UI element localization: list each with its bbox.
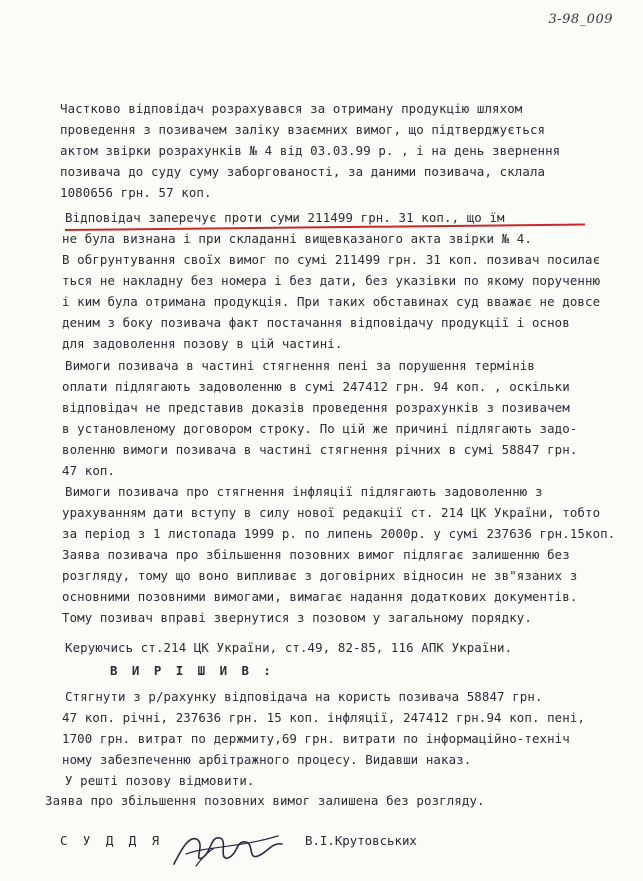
text-line: розгляду, тому що воно випливає з договірних відносин не зв"язаних з (62, 568, 578, 583)
text-line: оплати підлягають задоволенню в сумі 247412 грн. 94 коп. , оскільки (62, 379, 570, 394)
text-line: не була визнана і при складанні вищевказаного акта звірки № 4. (62, 231, 532, 246)
text-line: Частково відповідач розрахувався за отриману продукцію шляхом (60, 101, 523, 116)
text-line: ному забезпеченню арбітражного процесу. Видавши наказ. (62, 752, 472, 767)
text-line: Заява про збільшення позовних вимог залишена без розгляду. (45, 793, 485, 808)
text-line: 1700 грн. витрат по держмиту,69 грн. витрати по інформаційно-техніч (62, 731, 570, 746)
judge-name: В.І.Крутовських (305, 833, 417, 848)
text-line: Вимоги позивача в частині стягнення пені за порушення термінів (65, 358, 535, 373)
judge-title: С У Д Д Я (60, 833, 164, 848)
text-line: Вимоги позивача про стягнення інфляції підлягають задоволенню з (65, 484, 543, 499)
text-line: в установленому договором строку. По цій же причині підлягають задо- (62, 421, 578, 436)
text-line: Заява позивача про збільшення позовних вимог підлягає залишенню без (62, 547, 570, 562)
text-line: 47 коп. (62, 463, 116, 478)
document-id: 3-98_009 (548, 12, 613, 27)
text-line: і ким була отримана продукція. При таких обставинах суд вважає не довсе (62, 294, 601, 309)
text-line: позивача до суду суму заборгованості, за даними позивача, склала (60, 164, 546, 179)
text-line: 1080656 грн. 57 коп. (60, 185, 212, 200)
text-line: основними позовними вимогами, вимагає надання додаткових документів. (62, 589, 578, 604)
text-line: Тому позивач вправі звернутися з позовом у загальному порядку. (62, 610, 532, 625)
text-line: урахуванням дати вступу в силу нової редакції ст. 214 ЦК України, тобто (62, 505, 601, 520)
text-line: проведення з позивачем заліку взаємних вимог, що підтверджується (60, 122, 546, 137)
text-line: за період з 1 листопада 1999 р. по липень 2000р. у сумі 237636 грн.15коп. (62, 526, 616, 541)
text-line: У решті позову відмовити. (65, 773, 255, 788)
ruling-heading: В И Р І Ш И В : (110, 663, 275, 678)
text-line: Відповідач заперечує проти суми 211499 грн. 31 коп., що їм (65, 210, 505, 225)
text-line: ться не накладну без номера і без дати, без указівки по якому порученню (62, 273, 601, 288)
text-line: деним з боку позивача факт постачання відповідачу продукції і основ (62, 315, 570, 330)
text-line: воленню вимоги позивача в частині стягнення річних в сумі 58847 грн. (62, 442, 578, 457)
text-line: 47 коп. річні, 237636 грн. 15 коп. інфляції, 247412 грн.94 коп. пені, (62, 710, 586, 725)
text-line: для задоволення позову в цій частині. (62, 336, 343, 351)
handwritten-signature (168, 818, 288, 873)
text-line: відповідач не представив доказів проведення розрахунків з позивачем (62, 400, 570, 415)
text-line: актом звірки розрахунків № 4 від 03.03.99 р. , і на день звернення (60, 143, 561, 158)
text-line: Керуючись ст.214 ЦК України, ст.49, 82-85, 116 АПК України. (65, 640, 513, 655)
text-line: В обгрунтування своїх вимог по сумі 211499 грн. 31 коп. позивач посилає (62, 252, 601, 267)
text-line: Стягнути з р/рахунку відповідача на користь позивача 58847 грн. (65, 689, 543, 704)
